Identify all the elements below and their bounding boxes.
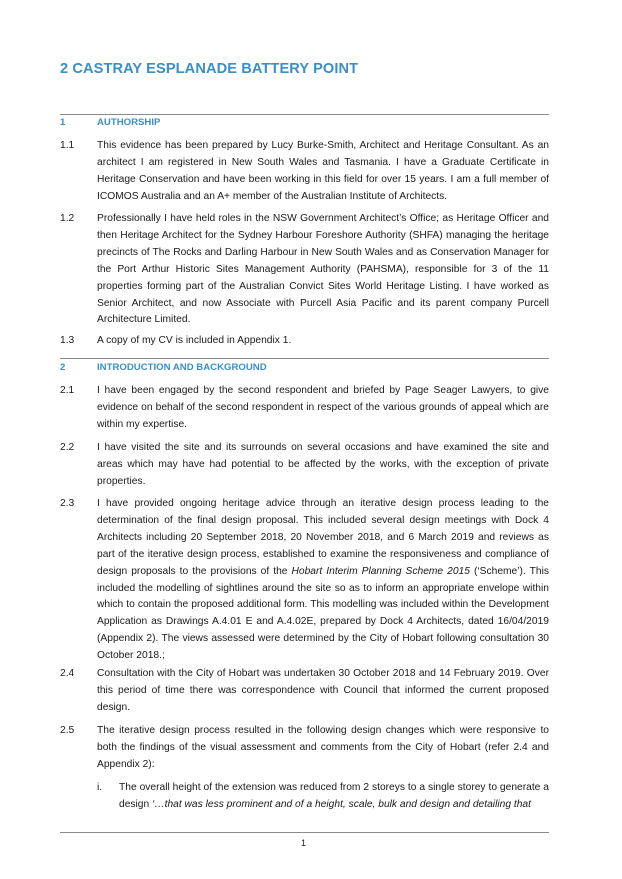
list-item-text-part: The overall height of the extension was reduced from 2 storeys to a single storey to generate a design: [119, 782, 549, 810]
divider: [60, 358, 549, 359]
paragraph-number: 2.4: [60, 668, 75, 679]
scheme-title: Hobart Interim Planning Scheme 2015: [291, 565, 470, 577]
list-item-text: [119, 780, 549, 814]
section-number: 2: [60, 362, 66, 373]
paragraph-2-3: [60, 496, 549, 665]
paragraph-number: 1.2: [60, 213, 75, 224]
document-title: 2 CASTRAY ESPLANADE BATTERY POINT: [60, 61, 359, 77]
paragraph-text: Professionally I have held roles in the NSW Government Architect’s Office; as Heritage Officer and then Heritage Architect for the Sydney Harbour Foreshore Authority (SHFA) managing the heritage precincts of The Rocks and Darling Harbour in New South Wales and as Conservation Manager for the Port Arthur Historic Sites Management Authority (PAHSMA), responsible for 3 of the 11 properties forming part of the Australian Convict Sites World Heritage Listing. I have worked as Senior Architect, and now Associate with Purcell Asia Pacific and its parent company Purcell Architecture Limited.: [97, 213, 549, 326]
list-item-number: i.: [97, 782, 103, 793]
paragraph-text: The iterative design process resulted in the following design changes which were responsive to both the findings of the visual assessment and comments from the City of Hobart (refer 2.4 and Appendix 2):: [97, 725, 549, 770]
paragraph-text: A copy of my CV is included in Appendix 1.: [97, 335, 292, 346]
quoted-text: ‘…that was less prominent and of a height, scale, bulk and design and detailing that: [152, 798, 531, 810]
paragraph-text: [97, 496, 549, 665]
paragraph-1-3: [60, 333, 549, 350]
paragraph-2-2: [60, 440, 549, 491]
paragraph-number: 2.3: [60, 498, 75, 509]
divider: [60, 114, 549, 115]
page-number: 1: [300, 838, 306, 848]
paragraph-number: 2.5: [60, 725, 75, 736]
paragraph-1-1: [60, 138, 549, 206]
paragraph-2-1: [60, 383, 549, 434]
section-heading-text: INTRODUCTION AND BACKGROUND: [97, 362, 267, 373]
paragraph-2-5: [60, 723, 549, 774]
paragraph-text-part: I have provided ongoing heritage advice through an iterative design process leading to the determination of the final design proposal. This included several design meetings with Dock 4 Architects including 20 September 2018, 20 November 2018, and 6 March 2019 and reviews as part of the iterative design process, established to examine the responsiveness and compliance of design proposals to the provisions of the: [97, 498, 549, 577]
paragraph-text: Consultation with the City of Hobart was undertaken 30 October 2018 and 14 February 2019. Over this period of time there was correspondence with Council that informed the current proposed design.: [97, 668, 549, 713]
paragraph-text: This evidence has been prepared by Lucy Burke-Smith, Architect and Heritage Consultant. As an architect I am registered in New South Wales and Tasmania. I have a Graduate Certificate in Heritage Conservation and have been working in this field for over 15 years. I am a full member of ICOMOS Australia and an A+ member of the Australian Institute of Architects.: [97, 140, 549, 202]
paragraph-number: 1.1: [60, 140, 75, 151]
paragraph-number: 2.1: [60, 385, 75, 396]
paragraph-1-2: [60, 211, 549, 329]
paragraph-text: I have visited the site and its surrounds on several occasions and have examined the site and areas which may have had potential to be affected by the works, with the exception of private properties.: [97, 442, 549, 487]
paragraph-number: 2.2: [60, 442, 75, 453]
paragraph-2-4: [60, 666, 549, 717]
footer-divider: [60, 832, 549, 833]
paragraph-number: 1.3: [60, 335, 75, 346]
section-heading-text: AUTHORSHIP: [97, 117, 161, 128]
list-item-i: [97, 780, 549, 814]
paragraph-text-part: (‘Scheme’). This included the modelling of sightlines around the site so as to inform an appropriate envelope within which to contain the proposed additional form. This modelling was included within the Development Application as Drawings A.4.01 E and A.4.02E, prepared by Dock 4 Architects, dated 16/04/2019 (Appendix 2). The views assessed were determined by the City of Hobart following consultation 30 October 2018.;: [97, 565, 549, 662]
section-number: 1: [60, 117, 66, 128]
paragraph-text: I have been engaged by the second respondent and briefed by Page Seager Lawyers, to give evidence on behalf of the second respondent in respect of the various grounds of appeal which are within my expertise.: [97, 385, 549, 430]
